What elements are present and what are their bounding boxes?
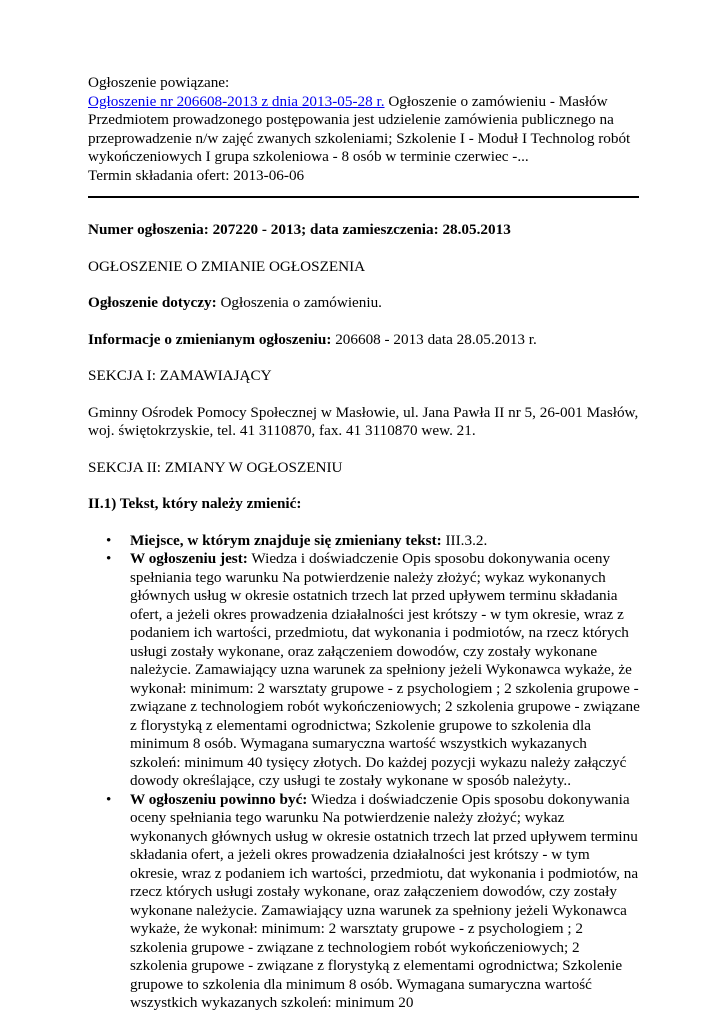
horizontal-divider — [88, 196, 639, 198]
notice-title: OGŁOSZENIE O ZMIANIE OGŁOSZENIA — [88, 257, 366, 275]
change-text: III.3.2. — [445, 531, 488, 549]
notice-concerns — [88, 294, 640, 313]
change-label: W ogłoszeniu powinno być: — [130, 790, 308, 808]
related-summary — [88, 93, 640, 167]
change-item-location — [130, 532, 640, 551]
notice-number: Numer ogłoszenia: 207220 - 2013; data zamieszczenia: 28.05.2013 — [88, 221, 511, 238]
changed-info-value: 206608 - 2013 data 28.05.2013 r. — [335, 330, 537, 348]
concerns-label: Ogłoszenie dotyczy: — [88, 294, 217, 311]
change-item-current — [130, 550, 640, 791]
concerns-value: Ogłoszenia o zamówieniu. — [220, 294, 382, 311]
related-description: Ogłoszenie o zamówieniu - Masłów Przedmiotem prowadzonego postępowania jest udzielenie zamówienia publicznego na przeprowadzenie n/w zajęć zwanych szkoleniami; Szkolenie I - Moduł I Technolog robót wykończeniowych I grupa szkoleniowa - 8 osób w terminie czerwiec -... — [88, 92, 631, 165]
change-item-should-be — [130, 791, 640, 1013]
related-notice — [88, 74, 640, 185]
change-label: W ogłoszeniu jest: — [130, 550, 248, 567]
section2-title: SEKCJA II: ZMIANY W OGŁOSZENIU — [88, 458, 343, 476]
related-heading: Ogłoszenie powiązane: — [88, 74, 230, 91]
section1-text: Gminny Ośrodek Pomocy Społecznej w Masłowie, ul. Jana Pawła II nr 5, 26-001 Masłów, woj. świętokrzyskie, tel. 41 3110870, fax. 41 3110870 wew. 21. — [88, 403, 639, 439]
notice-changed-info — [88, 331, 640, 350]
changed-info-label: Informacje o zmienianym ogłoszeniu: — [88, 330, 332, 348]
changes-list — [88, 532, 640, 1013]
section1-title: SEKCJA I: ZAMAWIAJĄCY — [88, 367, 272, 384]
change-text: Wiedza i doświadczenie Opis sposobu dokonywania oceny spełniania tego warunku Na potwierdzenie należy złożyć; wykaz wykonanych głównych usług w okresie ostatnich trzech lat przed upływem terminu składania ofert, a jeżeli okres prowadzenia działalności jest krótszy - w tym okresie, wraz z podaniem ich wartości, przedmiotu, dat wykonania i podmiotów, na rzecz których usługi zostały wykonane, oraz załączeniem dowodów, czy zostały wykonane należycie. Zamawiający uzna warunek za spełniony jeżeli Wykonawca wykaże, że wykonał: minimum: 2 warsztaty grupowe - z psychologiem ; 2 szkolenia grupowe - związane z technologiem robót wykończeniowych; 2 szkolenia grupowe - związane z florystyką z elementami ogrodnictwa; Szkolenie grupowe to szkolenia dla minimum 8 osób. Wymagana sumaryczna wartość wszystkich wykazanych szkoleń: minimum 20 — [130, 790, 639, 1011]
change-text: Wiedza i doświadczenie Opis sposobu dokonywania oceny spełniania tego warunku Na potwierdzenie należy złożyć; wykaz wykonanych głównych usług w okresie ostatnich trzech lat przed upływem terminu składania ofert, a jeżeli okres prowadzenia działalności jest krótszy - w tym okresie, wraz z podaniem ich wartości, przedmiotu, dat wykonania i podmiotów, na rzecz których usługi zostały wykonane, oraz załączeniem dowodów, czy zostały wykonane należycie. Zamawiający uzna warunek za spełniony jeżeli Wykonawca wykaże, że wykonał: minimum: 2 warsztaty grupowe - z psychologiem ; 2 szkolenia grupowe - związane z technologiem robót wykończeniowych; 2 szkolenia grupowe - związane z florystyką z elementami ogrodnictwa; Szkolenie grupowe to szkolenia dla minimum 8 osób. Wymagana sumaryczna wartość wszystkich wykazanych szkoleń: minimum 40 tysięcy złotych. Do każdej pozycji wykazu należy załączyć dowody określające, czy usługi te zostały wykonane w sposób należyty.. — [130, 550, 640, 789]
subsection-title: II.1) Tekst, który należy zmienić: — [88, 495, 302, 512]
change-label: Miejsce, w którym znajduje się zmieniany tekst: — [130, 531, 442, 549]
related-notice-link[interactable]: Ogłoszenie nr 206608-2013 z dnia 2013-05-28 r. — [88, 92, 385, 110]
related-deadline: Termin składania ofert: 2013-06-06 — [88, 166, 305, 184]
notice-body — [88, 221, 640, 1013]
